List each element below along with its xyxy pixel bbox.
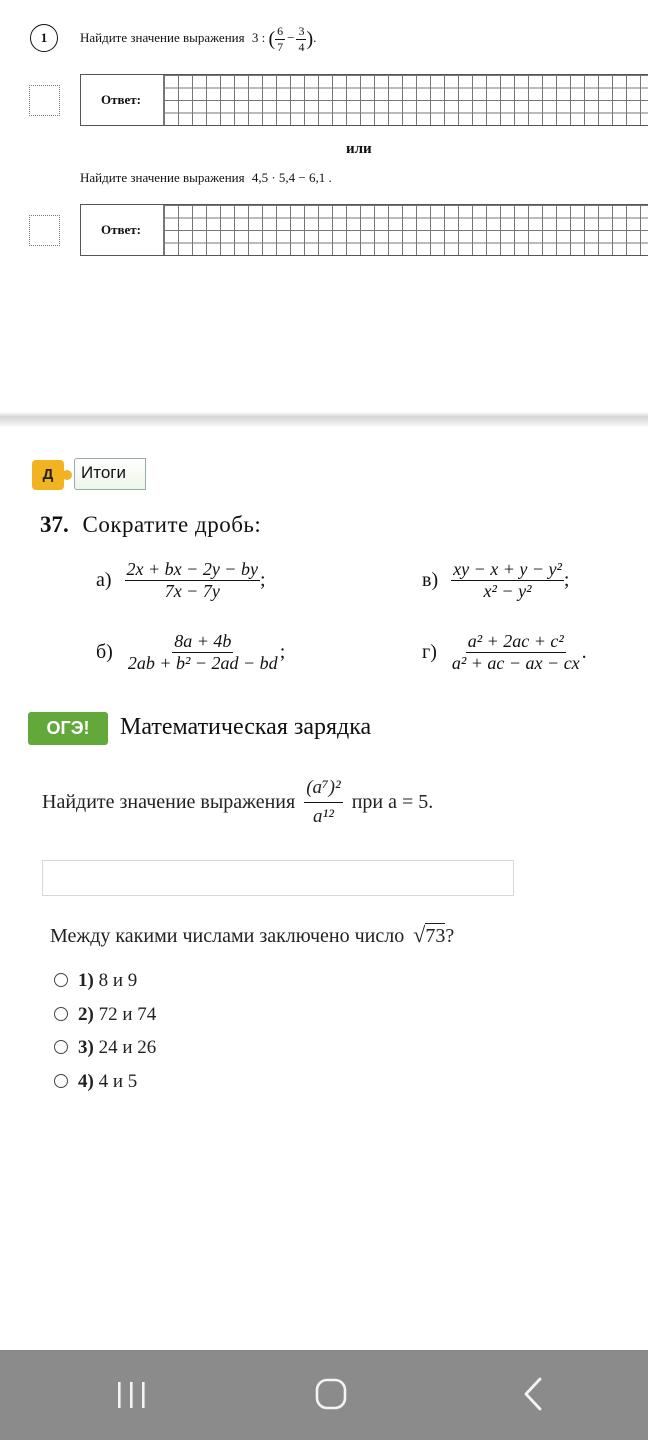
exercise-item-a: а) $\frac{2x + bx - 2y - by}{7x - 7y}$ ; [96, 559, 266, 601]
task-1-block [0, 0, 648, 412]
answer-box-2 [80, 204, 648, 256]
task-number-circle: 1 [30, 24, 58, 52]
exercise-item-g: г) $\frac{\text{a² + 2ac + c²}}{\text{a² + ac − ax − cx}}$ . [422, 631, 587, 673]
option-3[interactable]: 3) 24 и 26 [54, 1037, 156, 1059]
task-1-text: Найдите значение выражения 3 : ( $\frac{6}{7}$ − $\frac{3}{4}$ ). [80, 23, 317, 54]
oge-title: Математическая зарядка [120, 714, 372, 740]
question-2: Между какими числами заключено число √73? [50, 922, 455, 947]
oge-badge: ОГЭ! [28, 712, 108, 745]
home-button[interactable] [304, 1374, 360, 1416]
radio-icon[interactable] [54, 1040, 68, 1054]
recent-apps-button[interactable] [104, 1376, 160, 1416]
radio-icon[interactable] [54, 1074, 68, 1088]
answer-input[interactable] [42, 860, 514, 896]
badge-connector-icon [62, 470, 72, 480]
answer-box-1 [80, 74, 648, 126]
badge-label: Итоги [74, 458, 146, 490]
page-separator [0, 412, 648, 428]
option-1[interactable]: 1) 8 и 9 [54, 970, 137, 992]
or-text: или [346, 141, 372, 157]
answer-grid-2[interactable] [163, 205, 648, 255]
back-button[interactable] [508, 1374, 564, 1416]
home-icon [304, 1374, 360, 1416]
option-2[interactable]: 2) 72 и 74 [54, 1004, 156, 1026]
radio-icon[interactable] [54, 1007, 68, 1021]
recent-apps-icon [104, 1376, 160, 1416]
answer-label-1: Ответ: [101, 92, 142, 107]
answer-checkbox-1[interactable] [29, 85, 60, 116]
navigation-bar [0, 1350, 648, 1440]
task-2-text: Найдите значение выражения 4,5 · 5,4 − 6,1 . [80, 170, 332, 185]
answer-label-2: Ответ: [101, 222, 142, 237]
exercise-item-b: б) $\frac{8a + 4b}{\text{2ab + b² − 2ad − bd}}$ ; [96, 631, 286, 673]
exercise-heading: 37. Сократите дробь: [40, 512, 262, 537]
radio-icon[interactable] [54, 973, 68, 987]
sqrt-icon: √ [413, 922, 426, 947]
badge-letter-icon: Д [32, 460, 64, 490]
back-icon [508, 1374, 564, 1416]
option-4[interactable]: 4) 4 и 5 [54, 1071, 137, 1093]
exercise-item-v: в) $\frac{\text{xy − x + y − y²}}{\text{x² − y²}}$ ; [422, 559, 570, 601]
answer-checkbox-2[interactable] [29, 215, 60, 246]
answer-grid-1[interactable] [163, 75, 648, 125]
question-1: Найдите значение выражения $\frac{\text{(a⁷)²}}{\text{a¹²}}$ при a = 5. [42, 777, 434, 827]
